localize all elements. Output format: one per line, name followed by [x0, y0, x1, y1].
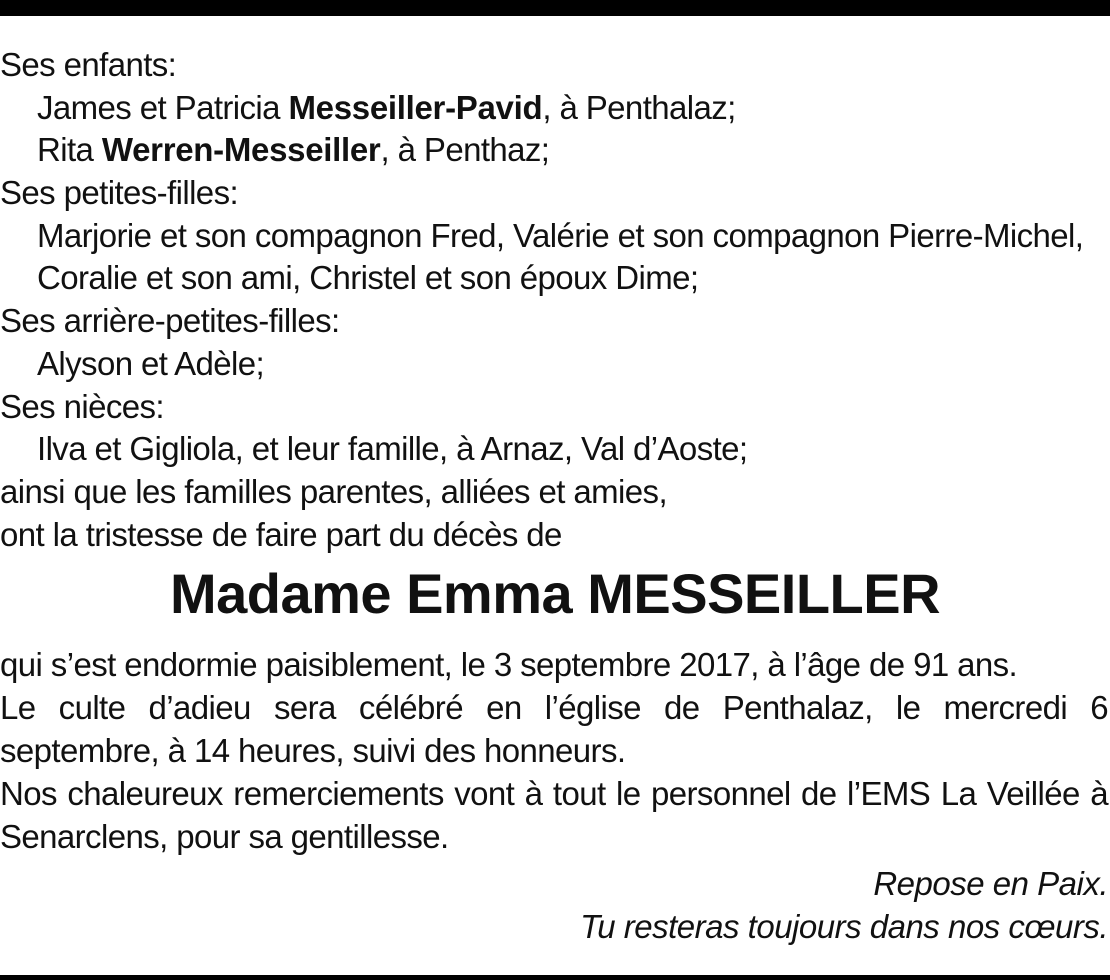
nieces-heading: Ses nièces: [0, 387, 164, 425]
deceased-name: Madame Emma MESSEILLER [169, 562, 941, 625]
child-line-2 [0, 129, 1110, 172]
child-2-names: Rita [37, 131, 102, 169]
child-line-1 [0, 87, 1110, 130]
thanks-paragraph: Nos chaleureux remerciements vont à tout le personnel de l’EMS La Veillée à Senarclens, pour sa gentillesse. [0, 775, 1108, 855]
bottom-rule [0, 975, 1110, 980]
signoff [580, 862, 1108, 948]
great-granddaughters-heading: Ses arrière-petites-filles: [0, 302, 340, 340]
granddaughters-heading: Ses petites-filles: [0, 174, 239, 212]
child-1-surname: Messeiller-Pavid [288, 88, 543, 126]
child-2-surname: Werren-Messeiller [101, 131, 381, 169]
announcement-line: ont la tristesse de faire part du décès de [0, 515, 562, 553]
great-granddaughters-line-1: Alyson et Adèle; [37, 344, 265, 382]
signoff-line-1: Repose en Paix. [873, 865, 1108, 902]
granddaughters-line-1: Marjorie et son compagnon Fred, Valérie et son compagnon Pierre-Michel, [37, 216, 1084, 254]
signoff-line-2: Tu resteras toujours dans nos cœurs. [580, 908, 1108, 945]
passing-paragraph: qui s’est endormie paisiblement, le 3 septembre 2017, à l’âge de 91 ans. [0, 646, 1018, 683]
top-rule [0, 0, 1110, 16]
child-1-place: , à Penthalaz; [542, 88, 736, 126]
child-1-names: James et Patricia [37, 88, 289, 126]
relatives-line: ainsi que les familles parentes, alliées et amies, [0, 472, 668, 510]
children-heading: Ses enfants: [0, 46, 177, 83]
child-2-place: , à Penthaz; [380, 131, 550, 169]
granddaughters-line-2: Coralie et son ami, Christel et son époux Dime; [37, 259, 699, 297]
notice-details [0, 643, 1108, 858]
service-paragraph: Le culte d’adieu sera célébré en l’église de Penthalaz, le mercredi 6 septembre, à 14 heures, suivi des honneurs. [0, 689, 1108, 769]
nieces-line-1: Ilva et Gigliola, et leur famille, à Arnaz, Val d’Aoste; [37, 430, 748, 468]
family-list [0, 44, 1110, 556]
